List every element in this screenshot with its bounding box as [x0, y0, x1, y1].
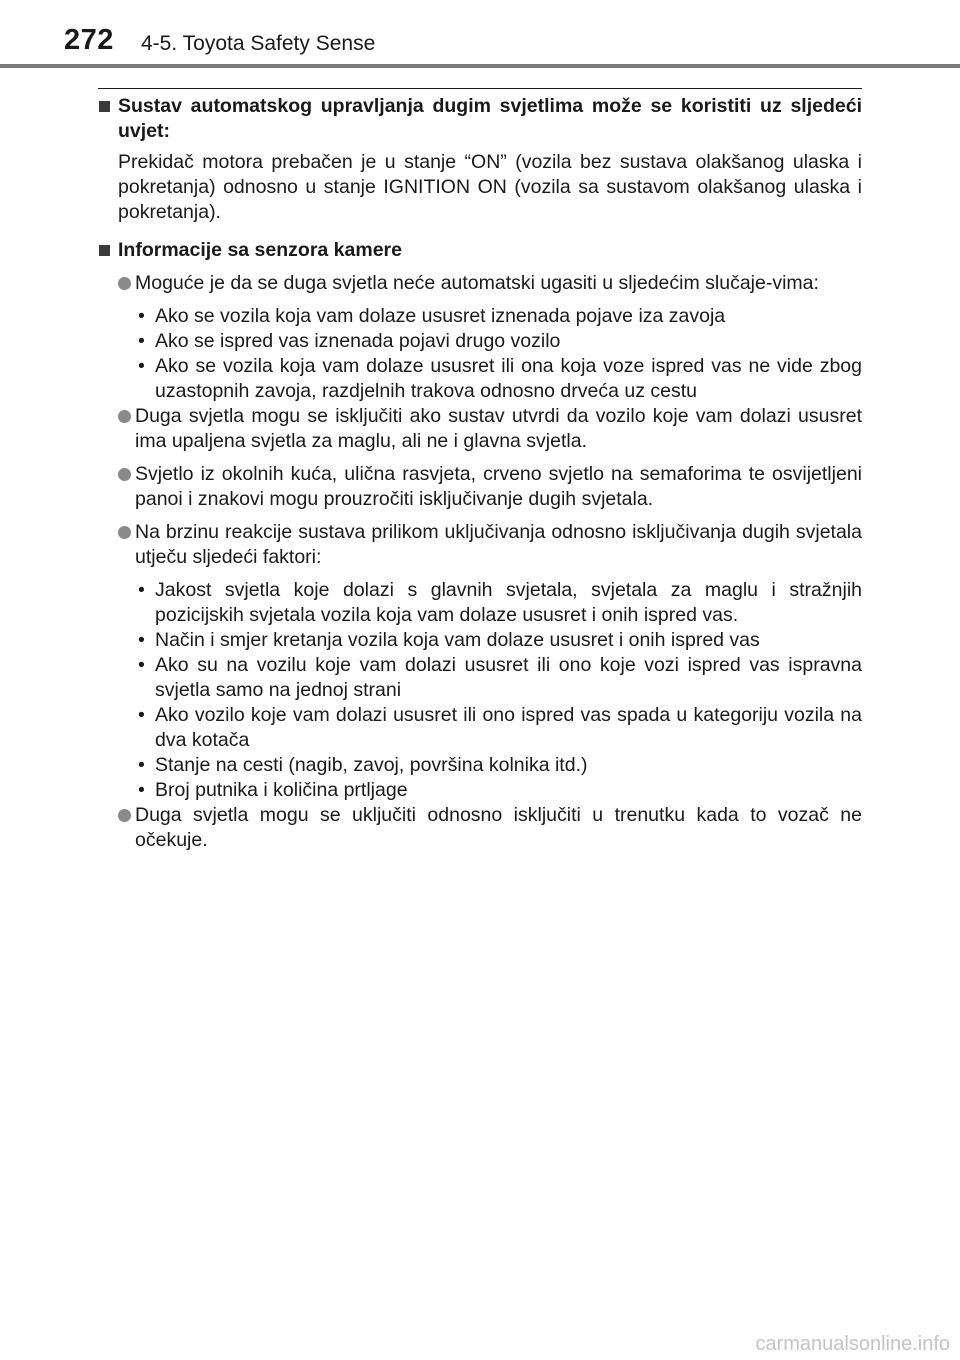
- header-divider: [0, 64, 960, 68]
- sub-bullet-text: Ako su na vozilu koje vam dolazi ususret ili ono koje vozi ispred vas ispravna svjetla samo na jednoj strani: [155, 654, 862, 701]
- square-bullet-icon: [99, 245, 110, 256]
- section-heading: Sustav automatskog upravljanja dugim svjetlima može se koristiti uz sljedeći uvjet:: [118, 95, 862, 142]
- list-item: [118, 271, 862, 296]
- section-title: 4-5. Toyota Safety Sense: [141, 32, 376, 55]
- page-content: [98, 94, 862, 853]
- list-item: [118, 520, 862, 570]
- section-paragraph: Prekidač motora prebačen je u stanje “ON” (vozila bez sustava olakšanog ulaska i pokretanja) odnosno u stanje IGNITION ON (vozila sa sustavom olakšanog ulaska i pokretanja).: [118, 151, 862, 223]
- watermark-link[interactable]: carmanualsonline.info: [755, 1333, 950, 1355]
- circle-bullet-icon: [118, 809, 131, 822]
- sub-bullet-item: • Ako se vozila koja vam dolaze ususret ili ona koja voze ispred vas ne vide zbog uzastopnih zavoja, razdjelnih trakova odnosno drveća uz cestu: [138, 355, 862, 402]
- circle-bullet-icon: [118, 468, 131, 481]
- sub-bullet-text: Način i smjer kretanja vozila koja vam dolaze ususret i onih ispred vas: [155, 629, 760, 651]
- circle-bullet-icon: [118, 410, 131, 423]
- sub-bullet-text: Broj putnika i količina prtljage: [155, 779, 408, 801]
- content-top-rule: [98, 88, 862, 89]
- list-item-text: Duga svjetla mogu se uključiti odnosno isključiti u trenutku kada to vozač ne očekuje.: [135, 804, 862, 851]
- page-header: [0, 0, 960, 70]
- sub-bullet-item: • Ako vozilo koje vam dolazi ususret ili ono ispred vas spada u kategoriju vozila na dva kotača: [138, 704, 862, 751]
- sub-bullet-item: • Ako su na vozilu koje vam dolazi ususret ili ono koje vozi ispred vas ispravna svjetla samo na jednoj strani: [138, 654, 862, 701]
- sub-bullet-text: Ako se vozila koja vam dolaze ususret iznenada pojave iza zavoja: [155, 305, 726, 327]
- sub-bullet-text: Jakost svjetla koje dolazi s glavnih svjetala, svjetala za maglu i stražnjih pozicijskih svjetala vozila koja vam dolaze ususret i onih ispred vas.: [155, 579, 862, 626]
- circle-bullet-icon: [118, 277, 131, 290]
- section-camera-sensor: [98, 238, 862, 853]
- list-item-text: Moguće je da se duga svjetla neće automatski ugasiti u sljedećim slučaje-vima:: [135, 272, 819, 294]
- circle-bullet-icon: [118, 526, 131, 539]
- list-item: [118, 803, 862, 853]
- sub-bullet-list: [135, 578, 862, 803]
- section-heading: Informacije sa senzora kamere: [118, 239, 402, 261]
- sub-bullet-item: • Jakost svjetla koje dolazi s glavnih svjetala, svjetala za maglu i stražnjih pozicijskih svjetala vozila koja vam dolaze ususret i onih ispred vas.: [138, 579, 862, 626]
- section-ignition-condition: [98, 94, 862, 225]
- sub-bullet-item: • Ako se ispred vas iznenada pojavi drugo vozilo: [138, 330, 561, 352]
- sub-bullet-text: Ako se ispred vas iznenada pojavi drugo vozilo: [155, 330, 561, 352]
- sub-bullet-item: • Ako se vozila koja vam dolaze ususret iznenada pojave iza zavoja: [138, 305, 726, 327]
- sub-bullet-list: [135, 304, 862, 404]
- sub-bullet-text: Ako se vozila koja vam dolaze ususret ili ona koja voze ispred vas ne vide zbog uzastopnih zavoja, razdjelnih trakova odnosno drveća uz cestu: [155, 355, 862, 402]
- list-item-text: Svjetlo iz okolnih kuća, ulična rasvjeta, crveno svjetlo na semaforima te osvijetljeni panoi i znakovi mogu prouzročiti isključivanje dugih svjetala.: [135, 463, 862, 510]
- list-item: [118, 462, 862, 512]
- list-item: [118, 404, 862, 454]
- page-number: 272: [64, 24, 114, 56]
- sub-bullet-item: • Broj putnika i količina prtljage: [138, 779, 408, 801]
- list-item-text: Duga svjetla mogu se isključiti ako sustav utvrdi da vozilo koje vam dolazi ususret ima upaljena svjetla za maglu, ali ne i glavna svjetla.: [135, 405, 862, 452]
- sub-bullet-text: Stanje na cesti (nagib, zavoj, površina kolnika itd.): [155, 754, 588, 776]
- square-bullet-icon: [99, 101, 110, 112]
- list-item-text: Na brzinu reakcije sustava prilikom uključivanja odnosno isključivanja dugih svjetala utječu sljedeći faktori:: [135, 521, 862, 568]
- sub-bullet-item: • Način i smjer kretanja vozila koja vam dolaze ususret i onih ispred vas: [138, 629, 760, 651]
- sub-bullet-item: • Stanje na cesti (nagib, zavoj, površina kolnika itd.): [138, 754, 588, 776]
- sub-bullet-text: Ako vozilo koje vam dolazi ususret ili ono ispred vas spada u kategoriju vozila na dva kotača: [155, 704, 862, 751]
